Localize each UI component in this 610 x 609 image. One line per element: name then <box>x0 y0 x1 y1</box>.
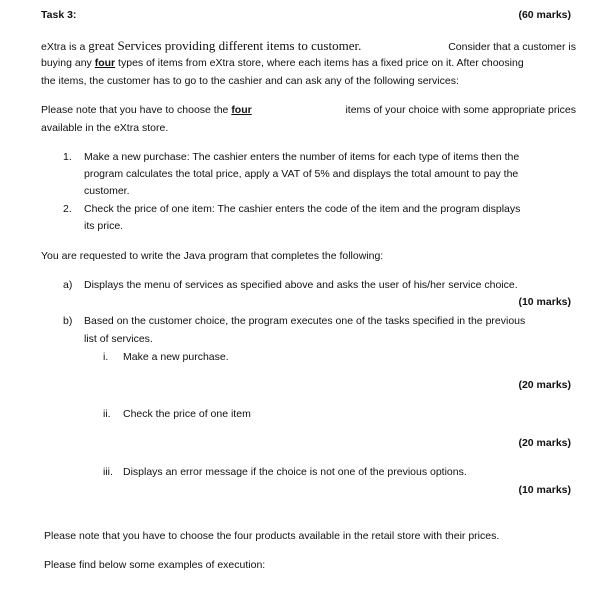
note1-four: four <box>231 104 252 116</box>
part-b-line-1: Based on the customer choice, the program executes one of the tasks specified in the previous <box>84 315 526 327</box>
sub-iii-text: Displays an error message if the choice is not one of the previous options. <box>123 466 467 478</box>
intro-line-3: the items, the customer has to go to the cashier and can ask any of the following services: <box>41 75 459 87</box>
note1-line-2: available in the eXtra store. <box>41 122 169 134</box>
sub-iii-marks: (10 marks) <box>518 484 571 496</box>
task-title: Task 3: <box>41 9 77 21</box>
sub-i-text: Make a new purchase. <box>123 351 229 363</box>
part-a-label: a) <box>63 279 73 291</box>
service-1-line-1: Make a new purchase: The cashier enters the number of items for each type of items then the <box>84 151 520 163</box>
intro-line-2: buying any four types of items from eXtra store, where each items has a fixed price on it. After choosing <box>41 57 524 69</box>
service-1-line-3: customer. <box>84 185 130 197</box>
note2-text: Please note that you have to choose the four products available in the retail store with their prices. <box>44 530 500 542</box>
sub-ii-marks: (20 marks) <box>518 437 571 449</box>
sub-i-number: i. <box>103 351 109 363</box>
service-1-line-2: program calculates the total price, apply a VAT of 5% and displays the total amount to pay the <box>84 168 519 180</box>
intro-line-1: eXtra is a great Services providing different items to customer. Consider that a customer is <box>41 38 576 53</box>
requested-text: You are requested to write the Java program that completes the following: <box>41 250 384 262</box>
sub-ii-number: ii. <box>103 408 111 420</box>
part-a-marks: (10 marks) <box>518 296 571 308</box>
part-a-text: Displays the menu of services as specified above and asks the user of his/her service choice. <box>84 279 518 291</box>
intro-four: four <box>94 57 116 69</box>
part-b-label: b) <box>63 315 73 327</box>
service-2-line-2: its price. <box>84 220 124 232</box>
intro-highlight: great Services providing different items to customer. <box>88 38 362 53</box>
service-1-number: 1. <box>63 151 72 163</box>
note1-line-1: Please note that you have to choose the four items of your choice with some appropriate prices <box>41 104 576 116</box>
service-2-number: 2. <box>63 203 72 215</box>
service-2-line-1: Check the price of one item: The cashier enters the code of the item and the program displays <box>84 203 521 215</box>
sub-i-marks: (20 marks) <box>518 379 571 391</box>
sub-ii-text: Check the price of one item <box>123 408 251 420</box>
task-marks: (60 marks) <box>518 9 571 21</box>
examples-text: Please find below some examples of execution: <box>44 559 266 571</box>
part-b-line-2: list of services. <box>84 333 153 345</box>
sub-iii-number: iii. <box>103 466 113 478</box>
